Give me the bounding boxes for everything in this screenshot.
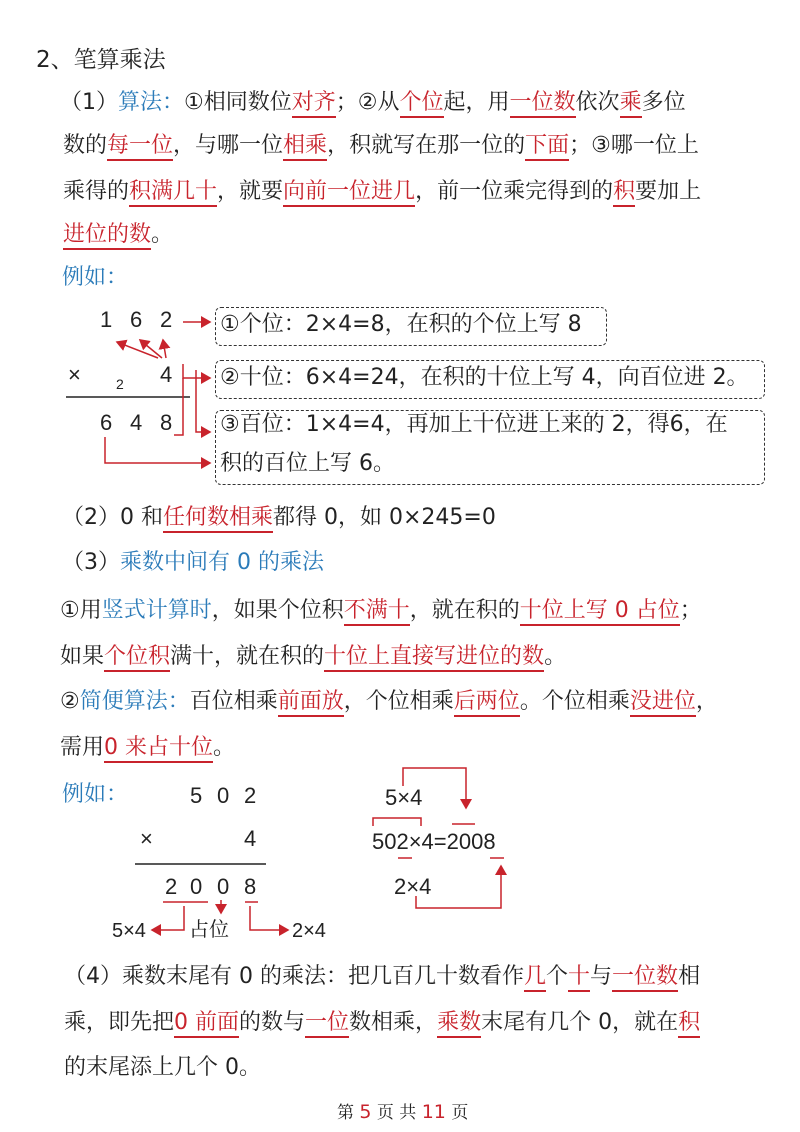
footer-text: 页 <box>451 1103 469 1123</box>
text: 数的 <box>63 133 108 158</box>
text: 。个位相乘 <box>519 689 630 714</box>
ones-product-note: 2×4 <box>292 920 326 942</box>
multiplicand-digit: 1 <box>100 307 113 332</box>
text: 起，用 <box>443 90 510 115</box>
footer-text: 页 共 <box>376 1103 417 1123</box>
text: 依次 <box>575 90 620 115</box>
text: 的数与 <box>239 1010 306 1035</box>
note-hundreds-2: 积的百位上写 6。 <box>220 451 395 476</box>
keyword: 后两位 <box>454 689 520 717</box>
keyword: 个位 <box>400 90 444 118</box>
text: ，如果个位积 <box>211 598 344 623</box>
keyword: 积 <box>613 179 635 207</box>
arrow <box>196 370 210 432</box>
arrow <box>163 340 166 358</box>
arrow <box>152 906 184 930</box>
keyword: 一位 <box>305 1010 349 1038</box>
multiplicand-digit: 0 <box>217 783 230 808</box>
keyword: 前面放 <box>278 689 344 717</box>
note-tens: ②十位：6×4=24，在积的十位上写 4，向百位进 2。 <box>220 365 749 390</box>
text: 末尾有几个 0，就在 <box>481 1010 679 1035</box>
carry-digit: 2 <box>116 376 124 392</box>
keyword: 十位上写 0 占位 <box>520 598 680 626</box>
multiplicand-digit: 2 <box>160 307 173 332</box>
multiplicand-digit: 6 <box>130 307 143 332</box>
arrow <box>403 768 466 808</box>
item-number: （3） <box>62 550 120 575</box>
item-number: （1） <box>60 90 118 115</box>
keyword: 没进位 <box>630 689 696 717</box>
hundreds-product-note: 5×4 <box>112 920 146 942</box>
keyword: 乘数 <box>437 1010 481 1038</box>
example-label: 例如： <box>62 265 129 290</box>
arrow <box>250 906 288 930</box>
keyword: 0 来占十位 <box>104 735 213 763</box>
multiplier-digit: 4 <box>244 826 257 851</box>
product-digit: 0 <box>217 874 230 899</box>
text: ，积就写在那一位的 <box>327 133 526 158</box>
page-total: 11 <box>421 1101 446 1123</box>
text: 乘得的 <box>63 179 130 204</box>
keyword: 任何数相乘 <box>163 505 273 533</box>
product-digit: 8 <box>244 874 257 899</box>
text: 相 <box>678 964 701 989</box>
text: ，个位相乘 <box>343 689 454 714</box>
text: 与 <box>590 964 613 989</box>
rule-4-line-3: 的末尾添上几个 0。 <box>64 1055 261 1080</box>
note-hundreds-1: ③百位：1×4=4，再加上十位进上来的 2，得6，在 <box>220 412 728 437</box>
product-digit: 4 <box>130 410 143 435</box>
text: ，就要 <box>217 179 284 204</box>
text: ② <box>60 689 80 714</box>
keyword: 对齐 <box>292 90 336 118</box>
text: 满十，就在积的 <box>170 644 325 669</box>
text: ，就在积的 <box>409 598 520 623</box>
text: 多位 <box>641 90 686 115</box>
text: 。 <box>151 222 174 247</box>
blue-term: 简便算法： <box>79 689 190 714</box>
page-number: 5 <box>359 1101 372 1123</box>
keyword: 每一位 <box>107 133 173 161</box>
keyword: 0 前面 <box>174 1010 239 1038</box>
text: 个 <box>546 964 569 989</box>
product-digit: 8 <box>160 410 173 435</box>
times-sign: × <box>140 826 153 851</box>
text: （4）乘数末尾有 0 的乘法：把几百几十数看作 <box>64 964 524 989</box>
product-digit: 0 <box>190 874 203 899</box>
multiplicand-digit: 5 <box>190 783 203 808</box>
text: 需用 <box>60 735 105 760</box>
text: 如果 <box>60 644 105 669</box>
text: 。 <box>544 644 567 669</box>
keyword: 积满几十 <box>129 179 217 207</box>
text: ； <box>679 598 702 623</box>
text: ；②从 <box>335 90 400 115</box>
keyword: 向前一位进几 <box>283 179 415 207</box>
text: ，前一位乘完得到的 <box>415 179 614 204</box>
shortcut-expression: 502×4=2008 <box>372 829 496 854</box>
keyword: 积 <box>678 1010 700 1038</box>
multiplier-digit: 4 <box>160 362 173 387</box>
example-label-2: 例如： <box>62 782 129 807</box>
text: 要加上 <box>635 179 702 204</box>
times-sign: × <box>68 362 81 387</box>
text: ；③哪一位上 <box>569 133 699 158</box>
keyword: 下面 <box>525 133 569 161</box>
product-digit: 2 <box>165 874 178 899</box>
text: 乘，即先把 <box>64 1010 175 1035</box>
note-ones: ①个位：2×4=8，在积的个位上写 8 <box>220 312 582 337</box>
bracket <box>373 818 421 826</box>
keyword: 相乘 <box>283 133 327 161</box>
subtitle: 乘数中间有 0 的乘法 <box>120 550 324 575</box>
text: ，与哪一位 <box>173 133 284 158</box>
text: ①相同数位 <box>184 90 292 115</box>
placeholder-note: 占位 <box>189 917 229 941</box>
keyword: 个位积 <box>104 644 170 672</box>
text: ①用 <box>60 598 102 623</box>
connector <box>174 378 183 435</box>
product-digit: 6 <box>100 410 113 435</box>
arrow <box>105 437 210 463</box>
keyword: 一位数 <box>612 964 678 992</box>
footer-text: 第 <box>337 1103 354 1123</box>
keyword: 十 <box>568 964 590 992</box>
section-heading: 2、笔算乘法 <box>36 47 166 73</box>
arrow <box>416 866 501 908</box>
shortcut-top-label: 5×4 <box>385 785 423 810</box>
text: 百位相乘 <box>189 689 278 714</box>
shortcut-bottom-label: 2×4 <box>394 874 432 899</box>
keyword: 一位数 <box>510 90 576 118</box>
keyword: 进位的数 <box>63 222 151 250</box>
keyword: 几 <box>524 964 546 992</box>
blue-term: 竖式计算时 <box>101 598 212 623</box>
text: 都得 0，如 0×245=0 <box>273 505 496 530</box>
text: ， <box>695 689 718 714</box>
keyword: 十位上直接写进位的数 <box>324 644 544 672</box>
keyword: 不满十 <box>344 598 410 626</box>
algorithm-label: 算法： <box>118 90 185 115</box>
text: 数相乘， <box>349 1010 438 1035</box>
keyword: 乘 <box>620 90 642 118</box>
multiplicand-digit: 2 <box>244 783 257 808</box>
text: （2）0 和 <box>62 505 163 530</box>
text: 。 <box>213 735 236 760</box>
